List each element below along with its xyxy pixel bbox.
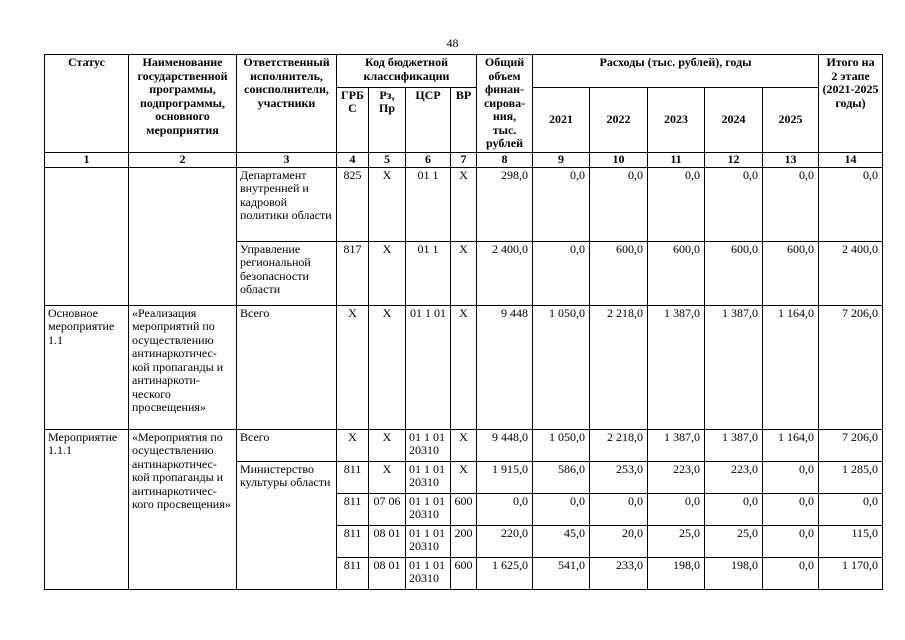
itogo-cell: 7 206,0 (819, 305, 883, 429)
name-cell: «Реализация мероприятий по осуществлению антинаркотичес-кой пропаганды и антинаркоти-ческого просвещения» (129, 305, 237, 429)
grbs-cell: 825 (337, 167, 369, 241)
year-2025-cell: 0,0 (763, 167, 819, 241)
itogo-cell: 0,0 (819, 167, 883, 241)
csr-cell: 01 1 01 20310 (406, 525, 451, 557)
itogo-cell: 7 206,0 (819, 429, 883, 461)
grbs-cell: Х (337, 305, 369, 429)
itogo-cell: 1 285,0 (819, 461, 883, 493)
rzpr-cell: Х (369, 429, 406, 461)
vr-cell: 600 (451, 557, 477, 589)
year-2022-cell: 2 218,0 (590, 429, 648, 461)
header-executor: Ответственный исполнитель, соисполнители, участники (237, 55, 337, 153)
grbs-cell: 811 (337, 525, 369, 557)
vr-cell: 200 (451, 525, 477, 557)
header-row (45, 55, 883, 88)
executor-cell: Управление региональной безопасности области (237, 241, 337, 305)
header-year-2021: 2021 (533, 87, 590, 152)
year-2021-cell: 541,0 (533, 557, 590, 589)
budget-table (44, 54, 883, 590)
rzpr-cell: Х (369, 241, 406, 305)
col-number: 8 (477, 152, 533, 167)
rzpr-cell: Х (369, 461, 406, 493)
year-2024-cell: 600,0 (705, 241, 763, 305)
header-grbs: ГРБ С (337, 87, 369, 152)
year-2025-cell: 0,0 (763, 525, 819, 557)
year-2023-cell: 223,0 (648, 461, 705, 493)
year-2025-cell: 1 164,0 (763, 305, 819, 429)
itogo-cell: 0,0 (819, 493, 883, 525)
csr-cell: 01 1 (406, 241, 451, 305)
header-rzpr: Рз, Пр (369, 87, 406, 152)
status-cell: Мероприятие 1.1.1 (45, 429, 129, 589)
header-name: Наименование государственной программы, подпрограммы, основного мероприятия (129, 55, 237, 153)
itogo-cell: 1 170,0 (819, 557, 883, 589)
header-budget-code: Код бюджетной классификации (337, 55, 477, 88)
itogo-cell: 2 400,0 (819, 241, 883, 305)
csr-cell: 01 1 (406, 167, 451, 241)
year-2025-cell: 600,0 (763, 241, 819, 305)
col-number: 12 (705, 152, 763, 167)
year-2021-cell: 0,0 (533, 241, 590, 305)
page-number: 48 (446, 36, 459, 50)
col-number: 13 (763, 152, 819, 167)
csr-cell: 01 1 01 20310 (406, 493, 451, 525)
total-cell: 9 448,0 (477, 429, 533, 461)
vr-cell: Х (451, 305, 477, 429)
rzpr-cell: 08 01 (369, 557, 406, 589)
year-2021-cell: 0,0 (533, 493, 590, 525)
year-2023-cell: 1 387,0 (648, 305, 705, 429)
table-row (45, 429, 883, 461)
header-vr: ВР (451, 87, 477, 152)
year-2023-cell: 600,0 (648, 241, 705, 305)
header-total-volume: Общий объем финан-сирова-ния, тыс. рублей (477, 55, 533, 153)
executor-cell: Министерство культуры области (237, 461, 337, 589)
executor-cell: Всего (237, 429, 337, 461)
csr-cell: 01 1 01 20310 (406, 557, 451, 589)
year-2022-cell: 20,0 (590, 525, 648, 557)
col-number: 5 (369, 152, 406, 167)
grbs-cell: 817 (337, 241, 369, 305)
col-number: 6 (406, 152, 451, 167)
vr-cell: 600 (451, 493, 477, 525)
year-2023-cell: 0,0 (648, 493, 705, 525)
year-2024-cell: 25,0 (705, 525, 763, 557)
col-number: 10 (590, 152, 648, 167)
year-2022-cell: 253,0 (590, 461, 648, 493)
year-2022-cell: 0,0 (590, 493, 648, 525)
table-row (45, 305, 883, 429)
year-2024-cell: 1 387,0 (705, 429, 763, 461)
vr-cell: Х (451, 241, 477, 305)
year-2025-cell: 1 164,0 (763, 429, 819, 461)
column-number-row (45, 152, 883, 167)
grbs-cell: 811 (337, 461, 369, 493)
year-2023-cell: 198,0 (648, 557, 705, 589)
name-cell: «Мероприятия по осуществлению антинаркотичес-кой пропаганды и антинаркотичес-кого просвещения» (129, 429, 237, 589)
year-2024-cell: 0,0 (705, 167, 763, 241)
year-2021-cell: 45,0 (533, 525, 590, 557)
grbs-cell: 811 (337, 493, 369, 525)
total-cell: 220,0 (477, 525, 533, 557)
year-2023-cell: 0,0 (648, 167, 705, 241)
year-2021-cell: 586,0 (533, 461, 590, 493)
executor-cell: Всего (237, 305, 337, 429)
grbs-cell: Х (337, 429, 369, 461)
col-number: 14 (819, 152, 883, 167)
header-year-2023: 2023 (648, 87, 705, 152)
year-2022-cell: 2 218,0 (590, 305, 648, 429)
year-2025-cell: 0,0 (763, 557, 819, 589)
status-cell: Основное мероприятие 1.1 (45, 305, 129, 429)
year-2025-cell: 0,0 (763, 461, 819, 493)
csr-cell: 01 1 01 (406, 305, 451, 429)
total-cell: 298,0 (477, 167, 533, 241)
header-csr: ЦСР (406, 87, 451, 152)
year-2024-cell: 0,0 (705, 493, 763, 525)
executor-cell: Департамент внутренней и кадровой политики области (237, 167, 337, 241)
csr-cell: 01 1 01 20310 (406, 461, 451, 493)
table-row (45, 167, 883, 241)
col-number: 1 (45, 152, 129, 167)
col-number: 3 (237, 152, 337, 167)
year-2024-cell: 223,0 (705, 461, 763, 493)
csr-cell: 01 1 01 20310 (406, 429, 451, 461)
total-cell: 9 448 (477, 305, 533, 429)
year-2021-cell: 1 050,0 (533, 429, 590, 461)
vr-cell: Х (451, 167, 477, 241)
year-2023-cell: 25,0 (648, 525, 705, 557)
vr-cell: Х (451, 429, 477, 461)
col-number: 7 (451, 152, 477, 167)
year-2022-cell: 233,0 (590, 557, 648, 589)
total-cell: 2 400,0 (477, 241, 533, 305)
year-2023-cell: 1 387,0 (648, 429, 705, 461)
vr-cell: Х (451, 461, 477, 493)
col-number: 9 (533, 152, 590, 167)
col-number: 2 (129, 152, 237, 167)
col-number: 11 (648, 152, 705, 167)
rzpr-cell: 08 01 (369, 525, 406, 557)
year-2024-cell: 198,0 (705, 557, 763, 589)
col-number: 4 (337, 152, 369, 167)
header-itogo: Итого на 2 этапе (2021-2025 годы) (819, 55, 883, 153)
total-cell: 1 915,0 (477, 461, 533, 493)
year-2022-cell: 0,0 (590, 167, 648, 241)
rzpr-cell: 07 06 (369, 493, 406, 525)
header-year-2024: 2024 (705, 87, 763, 152)
header-status: Статус (45, 55, 129, 153)
year-2024-cell: 1 387,0 (705, 305, 763, 429)
header-year-2025: 2025 (763, 87, 819, 152)
rzpr-cell: Х (369, 167, 406, 241)
rzpr-cell: Х (369, 305, 406, 429)
status-cell (45, 167, 129, 305)
year-2025-cell: 0,0 (763, 493, 819, 525)
year-2021-cell: 0,0 (533, 167, 590, 241)
header-year-2022: 2022 (590, 87, 648, 152)
name-cell (129, 167, 237, 305)
year-2021-cell: 1 050,0 (533, 305, 590, 429)
total-cell: 1 625,0 (477, 557, 533, 589)
header-expenses: Расходы (тыс. рублей), годы (533, 55, 819, 88)
itogo-cell: 115,0 (819, 525, 883, 557)
year-2022-cell: 600,0 (590, 241, 648, 305)
grbs-cell: 811 (337, 557, 369, 589)
total-cell: 0,0 (477, 493, 533, 525)
